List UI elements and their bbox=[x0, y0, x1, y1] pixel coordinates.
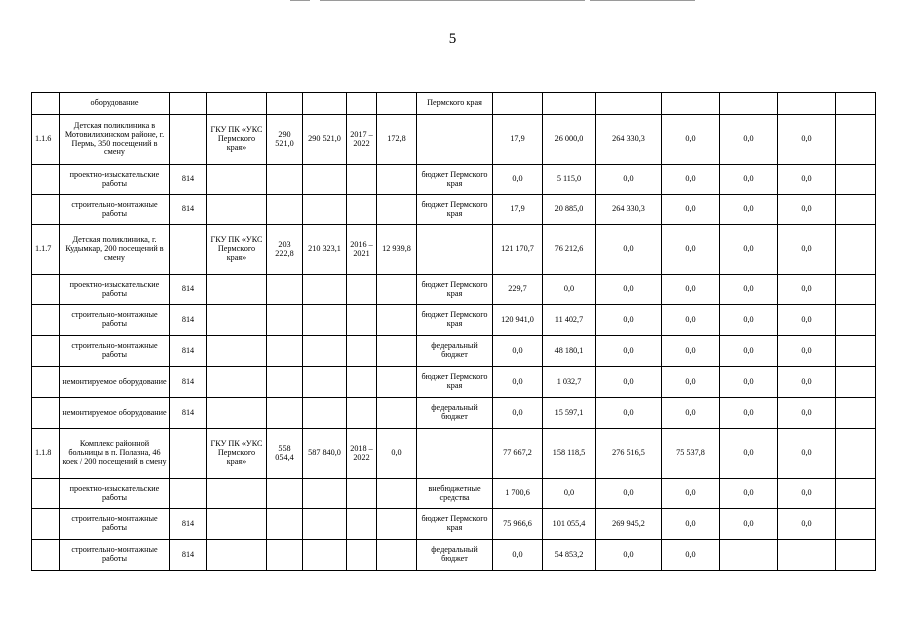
table-cell bbox=[32, 165, 60, 195]
table-cell: 0,0 bbox=[662, 225, 720, 275]
table-cell: 0,0 bbox=[493, 398, 543, 429]
table-cell bbox=[170, 479, 207, 509]
table-cell: 0,0 bbox=[778, 165, 836, 195]
table-cell bbox=[207, 305, 267, 336]
table-cell bbox=[347, 336, 377, 367]
table-cell: 0,0 bbox=[493, 336, 543, 367]
table-cell: проектно-изыскательские работы bbox=[60, 479, 170, 509]
table-cell bbox=[493, 93, 543, 115]
table-cell bbox=[32, 93, 60, 115]
table-cell bbox=[303, 165, 347, 195]
table-cell bbox=[836, 509, 876, 540]
table-cell: 5 115,0 bbox=[543, 165, 596, 195]
table-cell: 814 bbox=[170, 540, 207, 571]
table-cell: 0,0 bbox=[662, 115, 720, 165]
table-cell bbox=[836, 225, 876, 275]
table-cell: 203 222,8 bbox=[267, 225, 303, 275]
table-cell bbox=[377, 165, 417, 195]
table-cell bbox=[267, 305, 303, 336]
table-cell: 0,0 bbox=[778, 398, 836, 429]
table-cell: строительно-монтажные работы bbox=[60, 195, 170, 225]
table-cell bbox=[303, 336, 347, 367]
table-cell: 814 bbox=[170, 509, 207, 540]
table-cell: 0,0 bbox=[778, 479, 836, 509]
table-cell: 0,0 bbox=[778, 509, 836, 540]
table-cell: 1.1.6 bbox=[32, 115, 60, 165]
table-cell: 814 bbox=[170, 367, 207, 398]
table-cell: бюджет Пермского края bbox=[417, 305, 493, 336]
table-cell bbox=[377, 540, 417, 571]
table-cell: 0,0 bbox=[662, 165, 720, 195]
table-cell bbox=[377, 93, 417, 115]
table-cell: 0,0 bbox=[596, 225, 662, 275]
table-cell: строительно-монтажные работы bbox=[60, 305, 170, 336]
table-cell: 0,0 bbox=[493, 165, 543, 195]
table-cell: 210 323,1 bbox=[303, 225, 347, 275]
table-cell: 0,0 bbox=[662, 336, 720, 367]
table-cell bbox=[267, 93, 303, 115]
table-cell: 587 840,0 bbox=[303, 429, 347, 479]
table-cell bbox=[836, 479, 876, 509]
table-cell: Детская поликлиника, г. Кудымкар, 200 посещений в смену bbox=[60, 225, 170, 275]
table-cell: 48 180,1 bbox=[543, 336, 596, 367]
table-cell: ГКУ ПК «УКС Пермского края» bbox=[207, 115, 267, 165]
table-cell: 0,0 bbox=[596, 479, 662, 509]
table-cell: федеральный бюджет bbox=[417, 398, 493, 429]
table-cell: 0,0 bbox=[720, 429, 778, 479]
table-cell: немонтируемое оборудование bbox=[60, 367, 170, 398]
table-cell bbox=[836, 275, 876, 305]
table-cell: 814 bbox=[170, 165, 207, 195]
table-cell: 17,9 bbox=[493, 195, 543, 225]
table-cell: 0,0 bbox=[662, 509, 720, 540]
table-row bbox=[32, 509, 876, 540]
table-cell bbox=[170, 115, 207, 165]
table-cell bbox=[836, 195, 876, 225]
table-cell bbox=[303, 540, 347, 571]
table-cell: 264 330,3 bbox=[596, 195, 662, 225]
table-cell: 0,0 bbox=[720, 115, 778, 165]
table-cell bbox=[207, 195, 267, 225]
table-cell bbox=[207, 367, 267, 398]
table-cell bbox=[347, 305, 377, 336]
table-cell: 0,0 bbox=[662, 305, 720, 336]
table-cell: 0,0 bbox=[778, 195, 836, 225]
table-cell: 54 853,2 bbox=[543, 540, 596, 571]
table-cell: 814 bbox=[170, 336, 207, 367]
table-cell: 0,0 bbox=[662, 195, 720, 225]
table-cell bbox=[347, 275, 377, 305]
table-cell bbox=[170, 429, 207, 479]
table-cell bbox=[303, 275, 347, 305]
table-cell bbox=[417, 429, 493, 479]
table-cell bbox=[347, 509, 377, 540]
table-cell bbox=[720, 93, 778, 115]
table-cell: 814 bbox=[170, 195, 207, 225]
table-cell bbox=[267, 398, 303, 429]
table-cell bbox=[347, 540, 377, 571]
table-cell: 269 945,2 bbox=[596, 509, 662, 540]
table-cell: ГКУ ПК «УКС Пермского края» bbox=[207, 225, 267, 275]
table-cell bbox=[32, 195, 60, 225]
table-cell: бюджет Пермского края bbox=[417, 509, 493, 540]
table-cell bbox=[303, 398, 347, 429]
table-cell: федеральный бюджет bbox=[417, 540, 493, 571]
table-row bbox=[32, 479, 876, 509]
table-cell: 0,0 bbox=[596, 367, 662, 398]
table-cell bbox=[303, 93, 347, 115]
table-cell bbox=[417, 225, 493, 275]
table-cell bbox=[836, 115, 876, 165]
table-cell bbox=[377, 275, 417, 305]
table-cell bbox=[662, 93, 720, 115]
table-cell: 1 032,7 bbox=[543, 367, 596, 398]
table-cell bbox=[720, 540, 778, 571]
table-cell: Комплекс районной больницы в п. Полазна, 46 коек / 200 посещений в смену bbox=[60, 429, 170, 479]
table-cell bbox=[836, 93, 876, 115]
table-cell: 0,0 bbox=[662, 540, 720, 571]
table-cell: Детская поликлиника в Мотовилихинском районе, г. Пермь, 350 посещений в смену bbox=[60, 115, 170, 165]
table-cell: 290 521,0 bbox=[267, 115, 303, 165]
table-cell: 0,0 bbox=[720, 275, 778, 305]
table-cell bbox=[267, 509, 303, 540]
table-cell bbox=[543, 93, 596, 115]
table-cell: 0,0 bbox=[720, 398, 778, 429]
table-cell: 0,0 bbox=[596, 540, 662, 571]
table-cell bbox=[377, 336, 417, 367]
table-cell: 15 597,1 bbox=[543, 398, 596, 429]
table-cell: немонтируемое оборудование bbox=[60, 398, 170, 429]
table-cell bbox=[207, 479, 267, 509]
page-number: 5 bbox=[448, 31, 457, 47]
table-cell: 0,0 bbox=[720, 305, 778, 336]
table-cell: 0,0 bbox=[596, 275, 662, 305]
table-row bbox=[32, 540, 876, 571]
table-cell bbox=[170, 225, 207, 275]
table-cell bbox=[347, 398, 377, 429]
table-cell bbox=[207, 165, 267, 195]
table-cell: 76 212,6 bbox=[543, 225, 596, 275]
table-cell bbox=[836, 367, 876, 398]
table-cell: 0,0 bbox=[662, 398, 720, 429]
table-cell bbox=[303, 479, 347, 509]
table-cell bbox=[836, 540, 876, 571]
table-cell bbox=[303, 305, 347, 336]
table-cell: 0,0 bbox=[778, 336, 836, 367]
table-cell bbox=[303, 509, 347, 540]
table-cell: 0,0 bbox=[778, 225, 836, 275]
table-row bbox=[32, 367, 876, 398]
table-cell bbox=[267, 336, 303, 367]
table-cell: 0,0 bbox=[543, 479, 596, 509]
table-cell: 814 bbox=[170, 398, 207, 429]
top-edge-line-right bbox=[590, 0, 695, 1]
table-cell bbox=[778, 93, 836, 115]
table-row bbox=[32, 305, 876, 336]
table-cell: 120 941,0 bbox=[493, 305, 543, 336]
table-cell bbox=[836, 398, 876, 429]
table-cell: строительно-монтажные работы bbox=[60, 336, 170, 367]
budget-table-body bbox=[32, 93, 876, 571]
table-row bbox=[32, 165, 876, 195]
table-cell: строительно-монтажные работы bbox=[60, 540, 170, 571]
table-cell bbox=[778, 540, 836, 571]
table-cell: 264 330,3 bbox=[596, 115, 662, 165]
table-cell: 20 885,0 bbox=[543, 195, 596, 225]
table-cell bbox=[32, 336, 60, 367]
table-cell bbox=[267, 195, 303, 225]
table-cell bbox=[207, 398, 267, 429]
top-edge-line-center bbox=[320, 0, 585, 1]
table-cell: 1.1.8 bbox=[32, 429, 60, 479]
table-cell bbox=[347, 367, 377, 398]
table-cell: 0,0 bbox=[720, 195, 778, 225]
table-cell: 77 667,2 bbox=[493, 429, 543, 479]
table-cell: Пермского края bbox=[417, 93, 493, 115]
table-cell: 0,0 bbox=[662, 479, 720, 509]
table-cell bbox=[347, 195, 377, 225]
table-cell bbox=[377, 479, 417, 509]
table-cell bbox=[32, 540, 60, 571]
table-cell: 0,0 bbox=[596, 165, 662, 195]
table-cell bbox=[207, 509, 267, 540]
table-row bbox=[32, 225, 876, 275]
table-cell: ГКУ ПК «УКС Пермского края» bbox=[207, 429, 267, 479]
table-cell: 158 118,5 bbox=[543, 429, 596, 479]
table-cell: 101 055,4 bbox=[543, 509, 596, 540]
table-cell: федеральный бюджет bbox=[417, 336, 493, 367]
table-cell bbox=[377, 305, 417, 336]
table-cell bbox=[836, 165, 876, 195]
table-cell bbox=[32, 479, 60, 509]
table-cell: 0,0 bbox=[596, 398, 662, 429]
top-edge-line-left bbox=[290, 0, 310, 1]
table-cell bbox=[32, 305, 60, 336]
table-cell bbox=[207, 275, 267, 305]
table-cell bbox=[32, 509, 60, 540]
table-row bbox=[32, 336, 876, 367]
table-cell: проектно-изыскательские работы bbox=[60, 165, 170, 195]
table-cell: 12 939,8 bbox=[377, 225, 417, 275]
table-cell: 0,0 bbox=[662, 367, 720, 398]
table-cell: 0,0 bbox=[778, 275, 836, 305]
table-cell bbox=[836, 336, 876, 367]
table-row bbox=[32, 398, 876, 429]
table-cell bbox=[377, 509, 417, 540]
table-cell: 814 bbox=[170, 275, 207, 305]
table-cell: 0,0 bbox=[493, 540, 543, 571]
table-cell: 75 966,6 bbox=[493, 509, 543, 540]
table-cell bbox=[347, 165, 377, 195]
table-cell: оборудование bbox=[60, 93, 170, 115]
table-cell: бюджет Пермского края bbox=[417, 195, 493, 225]
table-cell bbox=[32, 367, 60, 398]
table-cell: бюджет Пермского края bbox=[417, 165, 493, 195]
table-row bbox=[32, 275, 876, 305]
table-cell: 0,0 bbox=[720, 225, 778, 275]
table-cell: 2018 – 2022 bbox=[347, 429, 377, 479]
table-cell bbox=[596, 93, 662, 115]
table-cell: 0,0 bbox=[377, 429, 417, 479]
table-cell bbox=[267, 367, 303, 398]
table-cell bbox=[207, 336, 267, 367]
table-cell bbox=[377, 398, 417, 429]
table-cell: 0,0 bbox=[662, 275, 720, 305]
table-cell: 0,0 bbox=[778, 367, 836, 398]
table-cell: бюджет Пермского края bbox=[417, 275, 493, 305]
table-cell: 172,8 bbox=[377, 115, 417, 165]
table-cell: 290 521,0 bbox=[303, 115, 347, 165]
table-cell bbox=[267, 165, 303, 195]
table-cell: 0,0 bbox=[596, 336, 662, 367]
table-cell: 0,0 bbox=[720, 479, 778, 509]
table-cell: 0,0 bbox=[543, 275, 596, 305]
table-cell: 11 402,7 bbox=[543, 305, 596, 336]
table-cell: 229,7 bbox=[493, 275, 543, 305]
table-cell: 26 000,0 bbox=[543, 115, 596, 165]
table-cell bbox=[207, 540, 267, 571]
table-row bbox=[32, 195, 876, 225]
table-cell bbox=[170, 93, 207, 115]
table-cell: 0,0 bbox=[493, 367, 543, 398]
table-cell: 75 537,8 bbox=[662, 429, 720, 479]
table-cell bbox=[303, 367, 347, 398]
table-cell: бюджет Пермского края bbox=[417, 367, 493, 398]
table-cell bbox=[836, 429, 876, 479]
budget-table bbox=[31, 92, 876, 571]
table-cell: 121 170,7 bbox=[493, 225, 543, 275]
table-cell: 814 bbox=[170, 305, 207, 336]
table-cell bbox=[347, 479, 377, 509]
table-cell: 0,0 bbox=[720, 336, 778, 367]
table-cell bbox=[417, 115, 493, 165]
table-row bbox=[32, 429, 876, 479]
table-cell: 17,9 bbox=[493, 115, 543, 165]
table-cell bbox=[347, 93, 377, 115]
table-cell bbox=[267, 540, 303, 571]
table-cell: внебюджетные средства bbox=[417, 479, 493, 509]
table-cell bbox=[377, 367, 417, 398]
table-cell: 0,0 bbox=[720, 367, 778, 398]
table-row bbox=[32, 93, 876, 115]
table-cell bbox=[303, 195, 347, 225]
table-cell: 0,0 bbox=[720, 165, 778, 195]
table-cell: 0,0 bbox=[778, 115, 836, 165]
table-cell: 2016 – 2021 bbox=[347, 225, 377, 275]
table-cell bbox=[32, 398, 60, 429]
table-cell: 0,0 bbox=[596, 305, 662, 336]
table-cell bbox=[377, 195, 417, 225]
table-cell: 276 516,5 bbox=[596, 429, 662, 479]
table-cell: 0,0 bbox=[778, 429, 836, 479]
table-cell: строительно-монтажные работы bbox=[60, 509, 170, 540]
table-cell: 558 054,4 bbox=[267, 429, 303, 479]
table-cell bbox=[836, 305, 876, 336]
table-cell: 2017 – 2022 bbox=[347, 115, 377, 165]
table-cell: 1.1.7 bbox=[32, 225, 60, 275]
table-cell bbox=[32, 275, 60, 305]
table-cell bbox=[207, 93, 267, 115]
table-cell bbox=[267, 275, 303, 305]
table-cell: проектно-изыскательские работы bbox=[60, 275, 170, 305]
table-cell: 0,0 bbox=[778, 305, 836, 336]
table-cell: 1 700,6 bbox=[493, 479, 543, 509]
table-cell bbox=[267, 479, 303, 509]
table-row bbox=[32, 115, 876, 165]
table-cell: 0,0 bbox=[720, 509, 778, 540]
